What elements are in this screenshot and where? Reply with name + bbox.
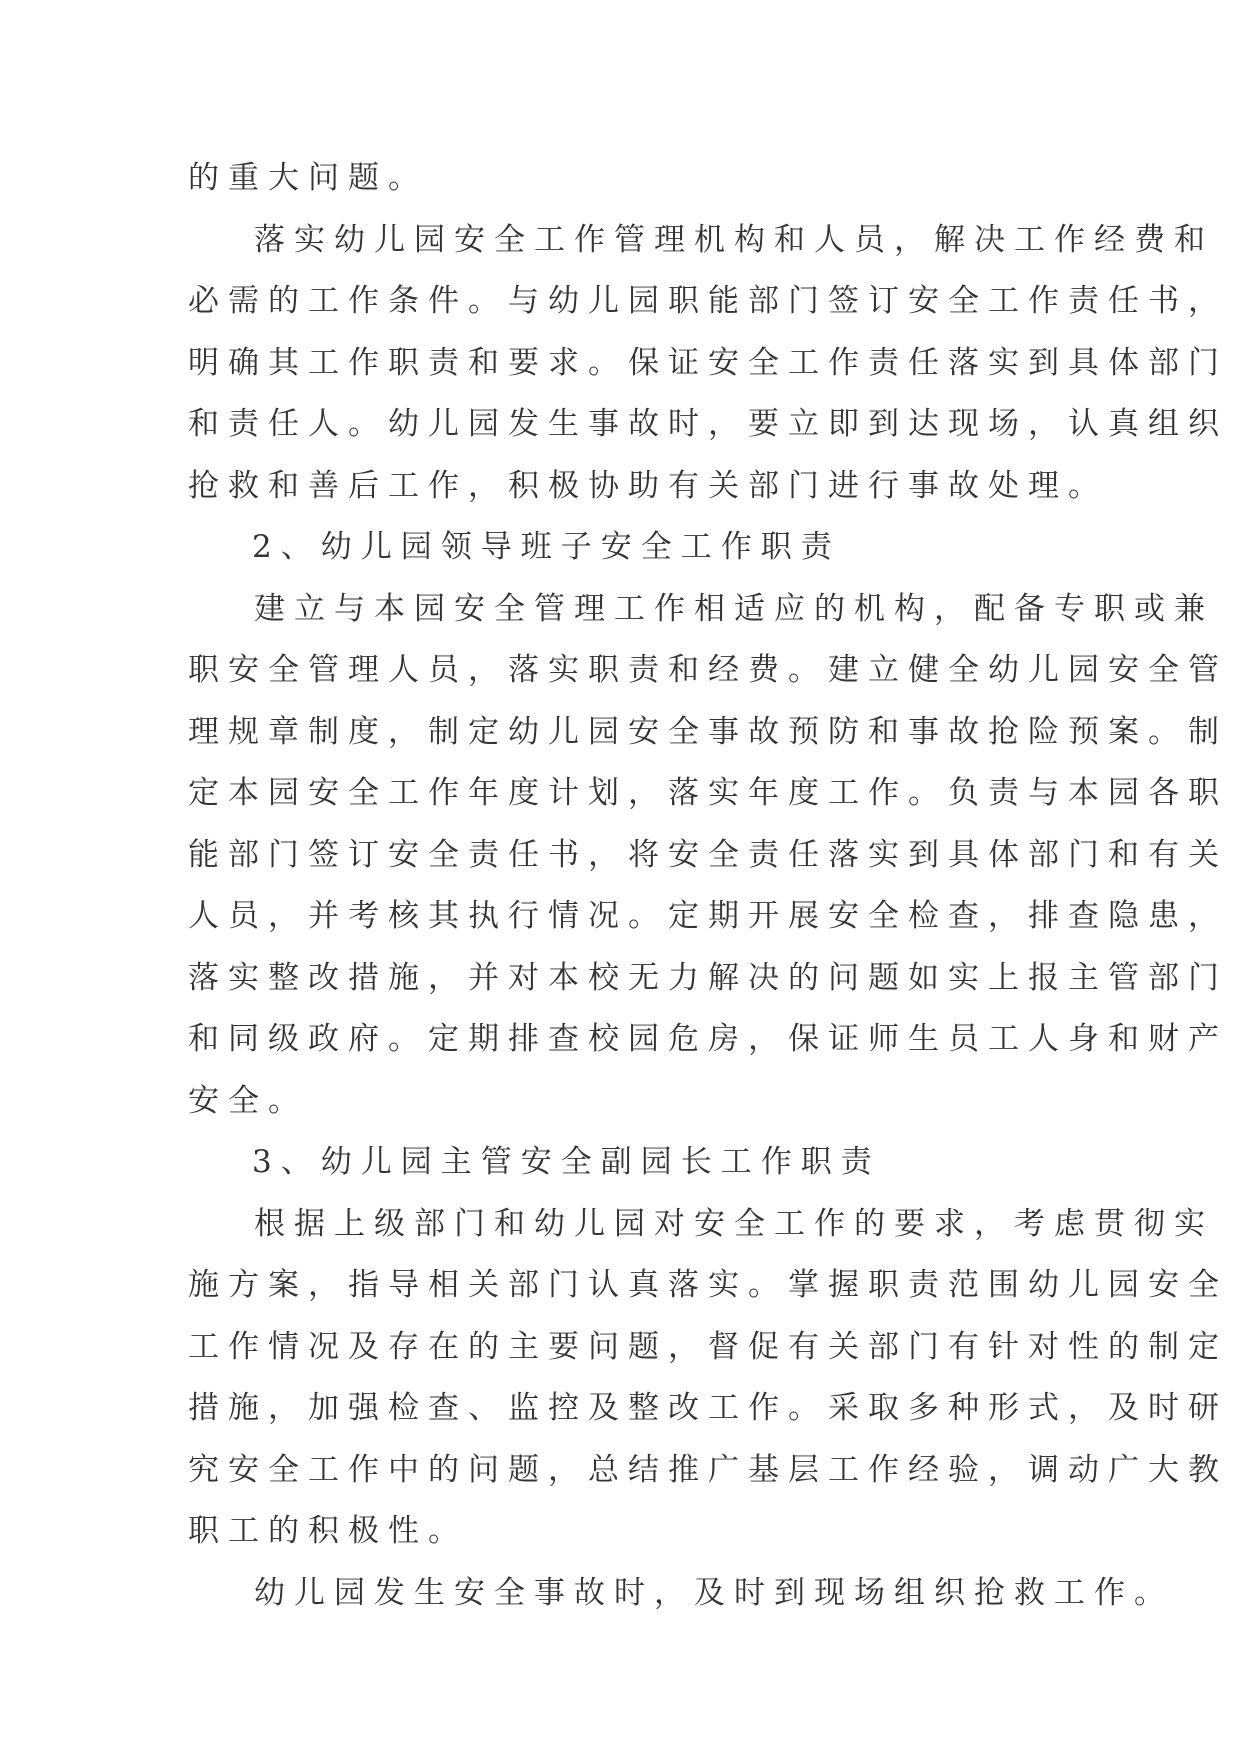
text-line: 究安全工作中的问题，总结推广基层工作经验，调动广大教 xyxy=(188,1451,1228,1488)
text-line: 职安全管理人员，落实职责和经费。建立健全幼儿园安全管 xyxy=(188,652,1228,688)
text-line: 理规章制度，制定幼儿园安全事故预防和事故抢险预案。制 xyxy=(188,713,1228,750)
text-line: 人员，并考核其执行情况。定期开展安全检查，排查隐患， xyxy=(188,898,1228,934)
text-line: 落实整改措施，并对本校无力解决的问题如实上报主管部门 xyxy=(188,959,1228,996)
text-line: 和责任人。幼儿园发生事故时，要立即到达现场，认真组织 xyxy=(188,406,1228,442)
text-line: 和同级政府。定期排查校园危房，保证师生员工人身和财产 xyxy=(188,1021,1228,1057)
section-heading: 2、幼儿园领导班子安全工作职责 xyxy=(252,529,841,565)
text-line: 抢救和善后工作，积极协助有关部门进行事故处理。 xyxy=(188,467,1108,504)
paragraph-first-line: 根据上级部门和幼儿园对安全工作的要求，考虑贯彻实 xyxy=(254,1205,1214,1242)
text-line: 能部门签订安全责任书，将安全责任落实到具体部门和有关 xyxy=(188,836,1228,873)
document-body xyxy=(188,148,1228,1624)
section-heading: 3、幼儿园主管安全副园长工作职责 xyxy=(252,1144,881,1180)
text-line: 安全。 xyxy=(188,1082,308,1119)
text-line: 职工的积极性。 xyxy=(188,1513,468,1549)
text-line: 明确其工作职责和要求。保证安全工作责任落实到具体部门 xyxy=(188,344,1228,381)
text-line: 工作情况及存在的主要问题，督促有关部门有针对性的制定 xyxy=(188,1328,1228,1365)
paragraph-first-line: 建立与本园安全管理工作相适应的机构，配备专职或兼 xyxy=(254,590,1214,627)
paragraph-first-line: 落实幼儿园安全工作管理机构和人员，解决工作经费和 xyxy=(254,221,1214,258)
text-line: 的重大问题。 xyxy=(188,160,428,196)
paragraph-first-line: 幼儿园发生安全事故时，及时到现场组织抢救工作。 xyxy=(254,1574,1174,1611)
text-line: 必需的工作条件。与幼儿园职能部门签订安全工作责任书， xyxy=(188,283,1228,319)
text-line: 施方案，指导相关部门认真落实。掌握职责范围幼儿园安全 xyxy=(188,1267,1228,1303)
text-line: 措施，加强检查、监控及整改工作。采取多种形式，及时研 xyxy=(188,1390,1228,1426)
text-line: 定本园安全工作年度计划，落实年度工作。负责与本园各职 xyxy=(188,775,1228,811)
